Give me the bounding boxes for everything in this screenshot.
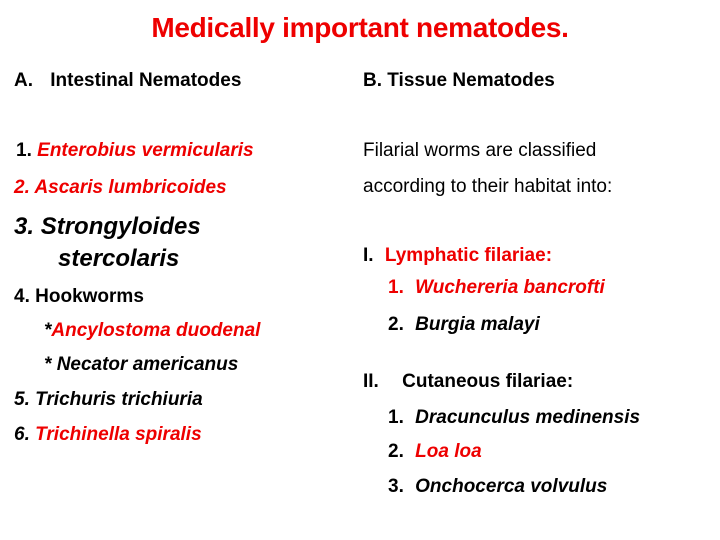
item-name: Ascaris lumbricoides <box>34 177 227 198</box>
item-number: 6. <box>14 424 30 445</box>
item-dracunculus <box>388 407 640 429</box>
list-item-hookworms <box>14 286 144 308</box>
item-name: Trichinella spiralis <box>35 424 202 445</box>
list-item-strongyloides <box>14 213 201 241</box>
item-name: Loa loa <box>415 441 482 462</box>
bullet-marker: * <box>44 320 52 341</box>
item-name: Burgia malayi <box>415 314 540 335</box>
list-item-trichinella <box>14 424 202 446</box>
sub-item-ancylostoma <box>44 320 260 342</box>
item-number: 5. <box>14 389 30 410</box>
intro-line-1: Filarial worms are classified <box>363 140 597 161</box>
intro-line-2: according to their habitat into: <box>363 176 613 197</box>
list-item-ascaris <box>14 177 227 199</box>
group-label: Lymphatic filariae: <box>384 245 553 266</box>
bullet-marker: * <box>44 354 52 375</box>
item-number: 1. <box>388 277 404 298</box>
item-number: 2. <box>388 314 404 335</box>
group-lymphatic <box>363 245 552 267</box>
item-name: Onchocerca volvulus <box>415 476 608 497</box>
left-heading <box>14 70 241 92</box>
item-onchocerca <box>388 476 607 498</box>
item-name: Trichuris trichiuria <box>35 389 203 410</box>
right-heading: B. Tissue Nematodes <box>363 70 555 91</box>
item-number: 3. <box>14 213 35 240</box>
group-cutaneous <box>363 371 573 393</box>
group-marker: I. <box>363 245 374 266</box>
item-name: Ancylostoma duodenal <box>51 320 261 341</box>
item-number: 1. <box>16 140 32 161</box>
sub-item-necator <box>44 354 238 376</box>
group-marker: II. <box>363 371 379 392</box>
item-name: Strongyloides <box>40 213 201 240</box>
group-label: Cutaneous filariae: <box>402 371 574 392</box>
item-name: Dracunculus medinensis <box>415 407 641 428</box>
item-number: 1. <box>388 407 404 428</box>
item-name: Enterobius vermicularis <box>37 140 254 161</box>
item-number: 2. <box>388 441 404 462</box>
item-burgia <box>388 314 540 336</box>
item-loa-loa <box>388 441 482 463</box>
item-wuchereria <box>388 277 605 299</box>
item-number: 3. <box>388 476 404 497</box>
item-name: Necator americanus <box>56 354 239 375</box>
list-item-strongyloides-cont: stercolaris <box>58 245 180 272</box>
slide-title: Medically important nematodes. <box>151 12 569 43</box>
heading-text: Intestinal Nematodes <box>50 70 242 91</box>
heading-marker: A. <box>14 70 33 91</box>
list-item-enterobius <box>16 140 254 162</box>
item-name: Wuchereria bancrofti <box>415 277 605 298</box>
item-name: Hookworms <box>35 286 144 307</box>
list-item-trichuris <box>14 389 203 411</box>
item-number: 2. <box>14 177 30 198</box>
item-number: 4. <box>14 286 30 307</box>
